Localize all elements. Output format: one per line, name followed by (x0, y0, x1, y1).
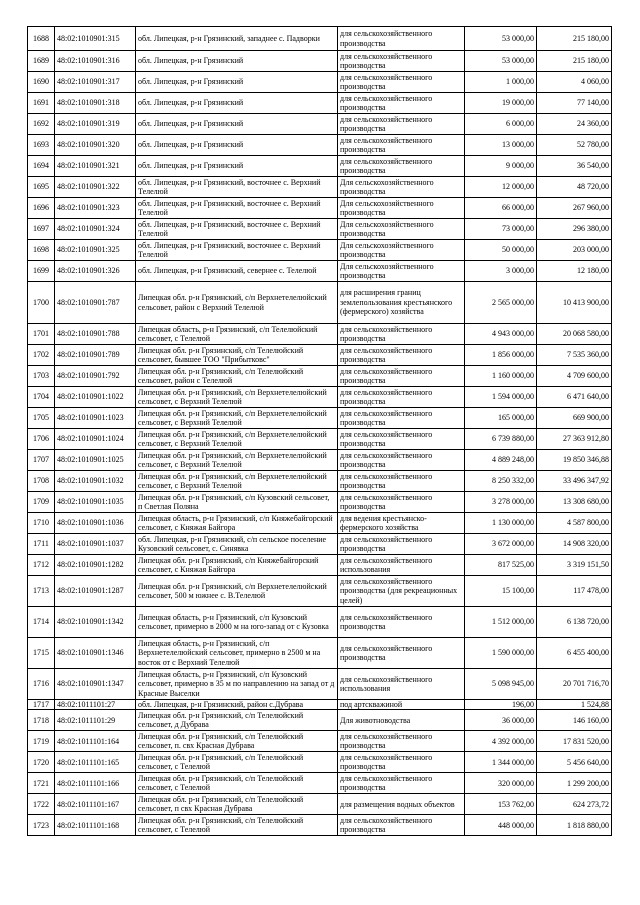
row-number: 1707 (28, 450, 55, 471)
cadastral-cost: 4 587 800,00 (537, 513, 612, 534)
table-row (28, 114, 612, 135)
area-value: 2 565 000,00 (465, 282, 537, 324)
row-number: 1712 (28, 555, 55, 576)
land-use: для сельскохозяйственного производства (338, 93, 465, 114)
address: обл. Липецкая, р-н Грязинский, восточнее с. Верхний Телелюй (136, 198, 338, 219)
cadastral-cost: 10 413 900,00 (537, 282, 612, 324)
cadastral-number: 48:02:1010901:792 (55, 366, 136, 387)
address: Липецкая область, р-н Грязинский, с/п Верхнетелелюйский сельсовет, примерно в 2500 м на восток от с Верхний Телелюй (136, 638, 338, 669)
cadastral-cost: 77 140,00 (537, 93, 612, 114)
cadastral-cost: 12 180,00 (537, 261, 612, 282)
land-use: Для сельскохозяйственного производства (338, 219, 465, 240)
cadastral-cost: 13 308 680,00 (537, 492, 612, 513)
land-use: для сельскохозяйственного производства (338, 387, 465, 408)
address: Липецкая область, р-н Грязинский, с/п Княжебайгорский сельсовет, с Княжая Байгора (136, 513, 338, 534)
row-number: 1694 (28, 156, 55, 177)
area-value: 6 739 880,00 (465, 429, 537, 450)
row-number: 1697 (28, 219, 55, 240)
address: Липецкая область, р-н Грязинский, с/п Кузовский сельсовет, примерно в 35 м по направлению на запад от д Красные Выселки (136, 669, 338, 700)
row-number: 1689 (28, 51, 55, 72)
cadastral-number: 48:02:1010901:317 (55, 72, 136, 93)
table-row (28, 429, 612, 450)
table-row (28, 450, 612, 471)
row-number: 1711 (28, 534, 55, 555)
address: Липецкая обл. р-н Грязинский, с/п Верхнетелелюйский сельсовет, 500 м южнее с. В.Телелюй (136, 576, 338, 607)
cadastral-number: 48:02:1010901:1023 (55, 408, 136, 429)
row-number: 1699 (28, 261, 55, 282)
table-row (28, 345, 612, 366)
area-value: 66 000,00 (465, 198, 537, 219)
table-row (28, 638, 612, 669)
cadastral-cost: 20 068 580,00 (537, 324, 612, 345)
table-row (28, 135, 612, 156)
land-use: для сельскохозяйственного производства (338, 324, 465, 345)
cadastral-number: 48:02:1010901:1025 (55, 450, 136, 471)
table-row (28, 72, 612, 93)
land-use: для сельскохозяйственного производства (338, 773, 465, 794)
table-row (28, 700, 612, 710)
cadastral-cost: 624 273,72 (537, 794, 612, 815)
cadastral-number: 48:02:1010901:322 (55, 177, 136, 198)
cadastral-cost: 3 319 151,50 (537, 555, 612, 576)
cadastral-cost: 267 960,00 (537, 198, 612, 219)
cadastral-number: 48:02:1010901:789 (55, 345, 136, 366)
row-number: 1719 (28, 731, 55, 752)
row-number: 1720 (28, 752, 55, 773)
address: Липецкая область, р-н Грязинский, с/п Телелюйский сельсовет, с Телелюй (136, 324, 338, 345)
cadastral-cost: 117 478,00 (537, 576, 612, 607)
address: обл. Липецкая, р-н Грязинский, севернее с. Телелюй (136, 261, 338, 282)
land-use: для размещения водных объектов (338, 794, 465, 815)
cadastral-number: 48:02:1011101:164 (55, 731, 136, 752)
table-body (28, 27, 612, 836)
cadastral-cost: 52 780,00 (537, 135, 612, 156)
cadastral-number: 48:02:1010901:1022 (55, 387, 136, 408)
land-use: Для сельскохозяйственного производства (338, 177, 465, 198)
row-number: 1723 (28, 815, 55, 836)
land-use: для сельскохозяйственного производства (338, 752, 465, 773)
row-number: 1709 (28, 492, 55, 513)
row-number: 1708 (28, 471, 55, 492)
address: обл. Липецкая, р-н Грязинский, восточнее с. Верхний Телелюй (136, 240, 338, 261)
table-row (28, 752, 612, 773)
address: Липецкая обл. р-н Грязинский, с/п Кузовский сельсовет, п Светлая Поляна (136, 492, 338, 513)
land-use: под артскважиной (338, 700, 465, 710)
address: Липецкая обл. р-н Грязинский, с/п Телелюйский сельсовет, с Телелюй (136, 815, 338, 836)
land-plots-table (27, 26, 612, 836)
land-use: для сельскохозяйственного производства (338, 450, 465, 471)
table-row (28, 198, 612, 219)
row-number: 1703 (28, 366, 55, 387)
area-value: 153 762,00 (465, 794, 537, 815)
table-row (28, 513, 612, 534)
area-value: 4 889 248,00 (465, 450, 537, 471)
row-number: 1691 (28, 93, 55, 114)
cadastral-cost: 146 160,00 (537, 710, 612, 731)
area-value: 19 000,00 (465, 93, 537, 114)
row-number: 1696 (28, 198, 55, 219)
area-value: 5 098 945,00 (465, 669, 537, 700)
cadastral-number: 48:02:1010901:787 (55, 282, 136, 324)
table-row (28, 555, 612, 576)
area-value: 1 590 000,00 (465, 638, 537, 669)
table-row (28, 27, 612, 51)
land-use: для сельскохозяйственного производства (338, 156, 465, 177)
cadastral-number: 48:02:1011101:168 (55, 815, 136, 836)
area-value: 1 594 000,00 (465, 387, 537, 408)
cadastral-number: 48:02:1010901:788 (55, 324, 136, 345)
land-use: для сельскохозяйственного производства (338, 815, 465, 836)
cadastral-number: 48:02:1010901:321 (55, 156, 136, 177)
land-use: для сельскохозяйственного производства (338, 471, 465, 492)
table-row (28, 669, 612, 700)
address: Липецкая обл. р-н Грязинский, с/п Телелюйский сельсовет, с Телелюй (136, 773, 338, 794)
cadastral-number: 48:02:1011101:165 (55, 752, 136, 773)
cadastral-cost: 36 540,00 (537, 156, 612, 177)
area-value: 3 000,00 (465, 261, 537, 282)
table-row (28, 731, 612, 752)
area-value: 1 000,00 (465, 72, 537, 93)
table-row (28, 534, 612, 555)
row-number: 1688 (28, 27, 55, 51)
row-number: 1692 (28, 114, 55, 135)
land-use: для сельскохозяйственного производства (338, 534, 465, 555)
row-number: 1706 (28, 429, 55, 450)
land-use: Для сельскохозяйственного производства (338, 240, 465, 261)
table-row (28, 177, 612, 198)
address: обл. Липецкая, р-н Грязинский, восточнее с. Верхний Телелюй (136, 177, 338, 198)
land-use: для сельскохозяйственного использования (338, 555, 465, 576)
cadastral-number: 48:02:1010901:320 (55, 135, 136, 156)
cadastral-cost: 296 380,00 (537, 219, 612, 240)
table-row (28, 492, 612, 513)
address: обл. Липецкая, р-н Грязинский (136, 156, 338, 177)
land-use: для сельскохозяйственного производства (338, 27, 465, 51)
area-value: 4 392 000,00 (465, 731, 537, 752)
area-value: 8 250 332,00 (465, 471, 537, 492)
land-use: для сельскохозяйственного производства (338, 408, 465, 429)
address: обл. Липецкая, р-н Грязинский (136, 135, 338, 156)
area-value: 320 000,00 (465, 773, 537, 794)
cadastral-number: 48:02:1010901:316 (55, 51, 136, 72)
row-number: 1695 (28, 177, 55, 198)
cadastral-cost: 5 456 640,00 (537, 752, 612, 773)
land-use: для сельскохозяйственного производства (338, 135, 465, 156)
row-number: 1714 (28, 607, 55, 638)
area-value: 53 000,00 (465, 51, 537, 72)
area-value: 4 943 000,00 (465, 324, 537, 345)
row-number: 1705 (28, 408, 55, 429)
land-use: для сельскохозяйственного производства (338, 429, 465, 450)
cadastral-cost: 6 138 720,00 (537, 607, 612, 638)
table-row (28, 710, 612, 731)
address: обл. Липецкая, р-н Грязинский (136, 114, 338, 135)
address: обл. Липецкая, р-н Грязинский (136, 93, 338, 114)
cadastral-cost: 14 908 320,00 (537, 534, 612, 555)
land-use: для расширения границ землепользования крестьянского (фермерского) хозяйства (338, 282, 465, 324)
address: Липецкая обл. р-н Грязинский, с/п Телелюйский сельсовет, п свх Красная Дубрава (136, 794, 338, 815)
cadastral-cost: 215 180,00 (537, 51, 612, 72)
cadastral-number: 48:02:1010901:1037 (55, 534, 136, 555)
area-value: 13 000,00 (465, 135, 537, 156)
address: Липецкая область, р-н Грязинский, с/п Кузовский сельсовет, примерно в 2000 м на юго-запад от с Кузовка (136, 607, 338, 638)
land-use: для сельскохозяйственного производства (338, 114, 465, 135)
land-use: для сельскохозяйственного производства (для рекреационных целей) (338, 576, 465, 607)
land-use: Для сельскохозяйственного производства (338, 198, 465, 219)
land-use: Для животноводства (338, 710, 465, 731)
table-row (28, 156, 612, 177)
cadastral-number: 48:02:1010901:1035 (55, 492, 136, 513)
cadastral-number: 48:02:1010901:1347 (55, 669, 136, 700)
row-number: 1702 (28, 345, 55, 366)
cadastral-cost: 24 360,00 (537, 114, 612, 135)
area-value: 6 000,00 (465, 114, 537, 135)
address: Липецкая обл. р-н Грязинский, с/п Телелюйский сельсовет, район с Телелюй (136, 366, 338, 387)
address: обл. Липецкая, р-н Грязинский, восточнее с. Верхний Телелюй (136, 219, 338, 240)
cadastral-cost: 17 831 520,00 (537, 731, 612, 752)
address: Липецкая обл. р-н Грязинский, с/п Верхнетелелюйский сельсовет, с Верхний Телелюй (136, 450, 338, 471)
cadastral-number: 48:02:1010901:1287 (55, 576, 136, 607)
cadastral-number: 48:02:1010901:1024 (55, 429, 136, 450)
address: Липецкая обл. р-н Грязинский, с/п Телелюйский сельсовет, п. свх Красная Дубрава (136, 731, 338, 752)
table-row (28, 471, 612, 492)
cadastral-cost: 6 471 640,00 (537, 387, 612, 408)
area-value: 9 000,00 (465, 156, 537, 177)
cadastral-cost: 203 000,00 (537, 240, 612, 261)
address: Липецкая обл. р-н Грязинский, с/п Верхнетелелюйский сельсовет, район с Верхний Телелюй (136, 282, 338, 324)
cadastral-number: 48:02:1010901:319 (55, 114, 136, 135)
table-row (28, 815, 612, 836)
area-value: 817 525,00 (465, 555, 537, 576)
row-number: 1690 (28, 72, 55, 93)
row-number: 1716 (28, 669, 55, 700)
cadastral-number: 48:02:1011101:27 (55, 700, 136, 710)
row-number: 1701 (28, 324, 55, 345)
area-value: 73 000,00 (465, 219, 537, 240)
row-number: 1710 (28, 513, 55, 534)
address: обл. Липецкая, р-н Грязинский, район с.Дубрава (136, 700, 338, 710)
cadastral-number: 48:02:1011101:166 (55, 773, 136, 794)
address: обл. Липецкая, р-н Грязинский, с/п сельское поселение Кузовский сельсовет, с. Синявка (136, 534, 338, 555)
table-row (28, 408, 612, 429)
area-value: 3 278 000,00 (465, 492, 537, 513)
row-number: 1700 (28, 282, 55, 324)
address: Липецкая обл. р-н Грязинский, с/п Верхнетелелюйский сельсовет, с Верхний Телелюй (136, 408, 338, 429)
address: Липецкая обл. р-н Грязинский, с/п Верхнетелелюйский сельсовет, с Верхний Телелюй (136, 471, 338, 492)
area-value: 1 856 000,00 (465, 345, 537, 366)
cadastral-number: 48:02:1010901:1282 (55, 555, 136, 576)
cadastral-number: 48:02:1010901:1346 (55, 638, 136, 669)
land-use: для сельскохозяйственного использования (338, 669, 465, 700)
table-row (28, 324, 612, 345)
cadastral-cost: 19 850 346,88 (537, 450, 612, 471)
row-number: 1693 (28, 135, 55, 156)
area-value: 15 100,00 (465, 576, 537, 607)
cadastral-number: 48:02:1010901:1036 (55, 513, 136, 534)
cadastral-number: 48:02:1010901:1032 (55, 471, 136, 492)
cadastral-cost: 6 455 400,00 (537, 638, 612, 669)
land-use: для сельскохозяйственного производства (338, 731, 465, 752)
area-value: 50 000,00 (465, 240, 537, 261)
cadastral-cost: 669 900,00 (537, 408, 612, 429)
area-value: 36 000,00 (465, 710, 537, 731)
cadastral-cost: 1 818 880,00 (537, 815, 612, 836)
cadastral-number: 48:02:1010901:315 (55, 27, 136, 51)
area-value: 448 000,00 (465, 815, 537, 836)
table-row (28, 93, 612, 114)
land-use: для ведения крестьянско-фермерского хозяйства (338, 513, 465, 534)
table-row (28, 773, 612, 794)
table-row (28, 261, 612, 282)
cadastral-number: 48:02:1010901:1342 (55, 607, 136, 638)
row-number: 1721 (28, 773, 55, 794)
area-value: 196,00 (465, 700, 537, 710)
cadastral-number: 48:02:1010901:323 (55, 198, 136, 219)
row-number: 1704 (28, 387, 55, 408)
area-value: 165 000,00 (465, 408, 537, 429)
cadastral-cost: 4 060,00 (537, 72, 612, 93)
table-row (28, 51, 612, 72)
area-value: 53 000,00 (465, 27, 537, 51)
address: Липецкая обл. р-н Грязинский, с/п Телелюйский сельсовет, д Дубрава (136, 710, 338, 731)
table-row (28, 607, 612, 638)
address: Липецкая обл. р-н Грязинский, с/п Телелюйский сельсовет, бывшее ТОО "Прибытковс" (136, 345, 338, 366)
address: Липецкая обл. р-н Грязинский, с/п Княжебайгорский сельсовет, с Княжая Байгора (136, 555, 338, 576)
land-use: для сельскохозяйственного производства (338, 366, 465, 387)
cadastral-cost: 1 524,88 (537, 700, 612, 710)
row-number: 1698 (28, 240, 55, 261)
cadastral-number: 48:02:1010901:318 (55, 93, 136, 114)
cadastral-cost: 1 299 200,00 (537, 773, 612, 794)
table-row (28, 576, 612, 607)
cadastral-number: 48:02:1010901:324 (55, 219, 136, 240)
address: обл. Липецкая, р-н Грязинский (136, 51, 338, 72)
land-use: для сельскохозяйственного производства (338, 492, 465, 513)
cadastral-cost: 48 720,00 (537, 177, 612, 198)
land-use: для сельскохозяйственного производства (338, 638, 465, 669)
area-value: 1 160 000,00 (465, 366, 537, 387)
area-value: 1 512 000,00 (465, 607, 537, 638)
land-use: для сельскохозяйственного производства (338, 607, 465, 638)
land-use: для сельскохозяйственного производства (338, 51, 465, 72)
row-number: 1718 (28, 710, 55, 731)
area-value: 3 672 000,00 (465, 534, 537, 555)
area-value: 1 344 000,00 (465, 752, 537, 773)
table-row (28, 366, 612, 387)
row-number: 1717 (28, 700, 55, 710)
cadastral-cost: 4 709 600,00 (537, 366, 612, 387)
table-row (28, 282, 612, 324)
area-value: 12 000,00 (465, 177, 537, 198)
land-use: для сельскохозяйственного производства (338, 345, 465, 366)
cadastral-cost: 27 363 912,80 (537, 429, 612, 450)
row-number: 1722 (28, 794, 55, 815)
land-use: Для сельскохозяйственного производства (338, 261, 465, 282)
land-use: для сельскохозяйственного производства (338, 72, 465, 93)
cadastral-cost: 7 535 360,00 (537, 345, 612, 366)
cadastral-number: 48:02:1011101:167 (55, 794, 136, 815)
area-value: 1 130 000,00 (465, 513, 537, 534)
cadastral-cost: 215 180,00 (537, 27, 612, 51)
row-number: 1715 (28, 638, 55, 669)
table-row (28, 240, 612, 261)
cadastral-number: 48:02:1010901:326 (55, 261, 136, 282)
table-row (28, 794, 612, 815)
cadastral-number: 48:02:1010901:325 (55, 240, 136, 261)
cadastral-cost: 20 701 716,70 (537, 669, 612, 700)
cadastral-cost: 33 496 347,92 (537, 471, 612, 492)
address: Липецкая обл. р-н Грязинский, с/п Верхнетелелюйский сельсовет, с Верхний Телелюй (136, 429, 338, 450)
address: обл. Липецкая, р-н Грязинский, западнее с. Падворки (136, 27, 338, 51)
table-row (28, 387, 612, 408)
address: Липецкая обл. р-н Грязинский, с/п Верхнетелелюйский сельсовет, с Верхний Телелюй (136, 387, 338, 408)
address: Липецкая обл. р-н Грязинский, с/п Телелюйский сельсовет, с Телелюй (136, 752, 338, 773)
address: обл. Липецкая, р-н Грязинский (136, 72, 338, 93)
table-row (28, 219, 612, 240)
row-number: 1713 (28, 576, 55, 607)
cadastral-number: 48:02:1011101:29 (55, 710, 136, 731)
